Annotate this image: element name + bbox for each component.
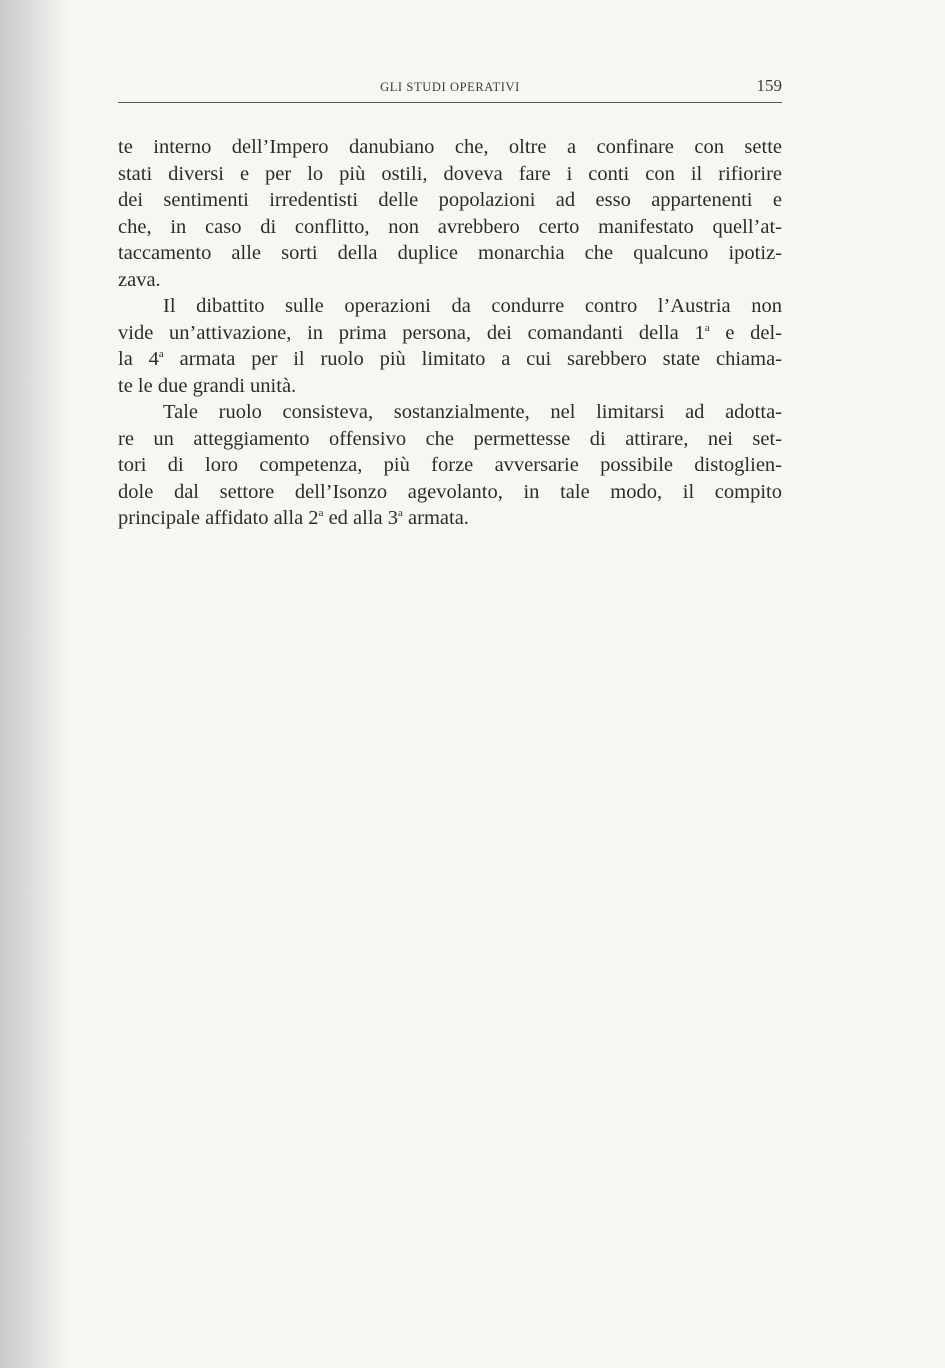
text-line <box>118 320 782 347</box>
ordinal-superscript: a <box>398 507 403 519</box>
text-line: te interno dell’Impero danubiano che, oltre a confinare con sette <box>118 136 782 158</box>
ordinal-superscript: a <box>158 348 164 360</box>
text-line: Il dibattito sulle operazioni da condurre contro l’Austria non <box>163 295 782 317</box>
paragraph-2 <box>118 293 782 399</box>
text-line: taccamento alle sorti della duplice monarchia che qualcuno ipotiz- <box>118 242 782 264</box>
text-line: tori di loro competenza, più forze avversarie possibile distoglien- <box>118 454 782 476</box>
text-run: ed alla 3 <box>323 507 399 529</box>
text-run: armata. <box>402 507 469 529</box>
text-line <box>118 505 782 532</box>
binding-shadow <box>0 0 70 1368</box>
ordinal-superscript: a <box>318 507 324 519</box>
paragraph-1 <box>118 134 782 293</box>
page-number: 159 <box>756 76 782 95</box>
text-line <box>118 346 782 373</box>
text-run: la 4 <box>118 348 159 370</box>
paragraph-3 <box>118 399 782 532</box>
body-text <box>118 134 782 532</box>
running-title: GLI STUDI OPERATIVI <box>380 80 520 94</box>
text-line: zava. <box>118 268 161 291</box>
text-run: armata per il ruolo più limitato a cui sarebbero state chiama- <box>163 348 782 370</box>
ordinal-superscript: a <box>704 321 710 334</box>
text-run: e del- <box>709 321 782 344</box>
running-header <box>118 72 782 103</box>
text-line: dei sentimenti irredentisti delle popolazioni ad esso appartenenti e <box>118 189 782 211</box>
text-line: stati diversi e per lo più ostili, doveva fare i conti con il rifiorire <box>118 162 782 185</box>
text-line: re un atteggiamento offensivo che permettesse di attirare, nei set- <box>118 427 782 450</box>
text-line: Tale ruolo consisteva, sostanzialmente, nel limitarsi ad adotta- <box>163 401 782 423</box>
text-run: vide un’attivazione, in prima persona, dei comandanti della 1 <box>118 321 705 344</box>
text-run: principale affidato alla 2 <box>118 507 319 529</box>
text-line: dole dal settore dell’Isonzo agevolanto, in tale modo, il compito <box>118 480 782 503</box>
text-line: te le due grandi unità. <box>118 374 297 397</box>
text-line: che, in caso di conflitto, non avrebbero certo manifestato quell’at- <box>118 215 782 238</box>
